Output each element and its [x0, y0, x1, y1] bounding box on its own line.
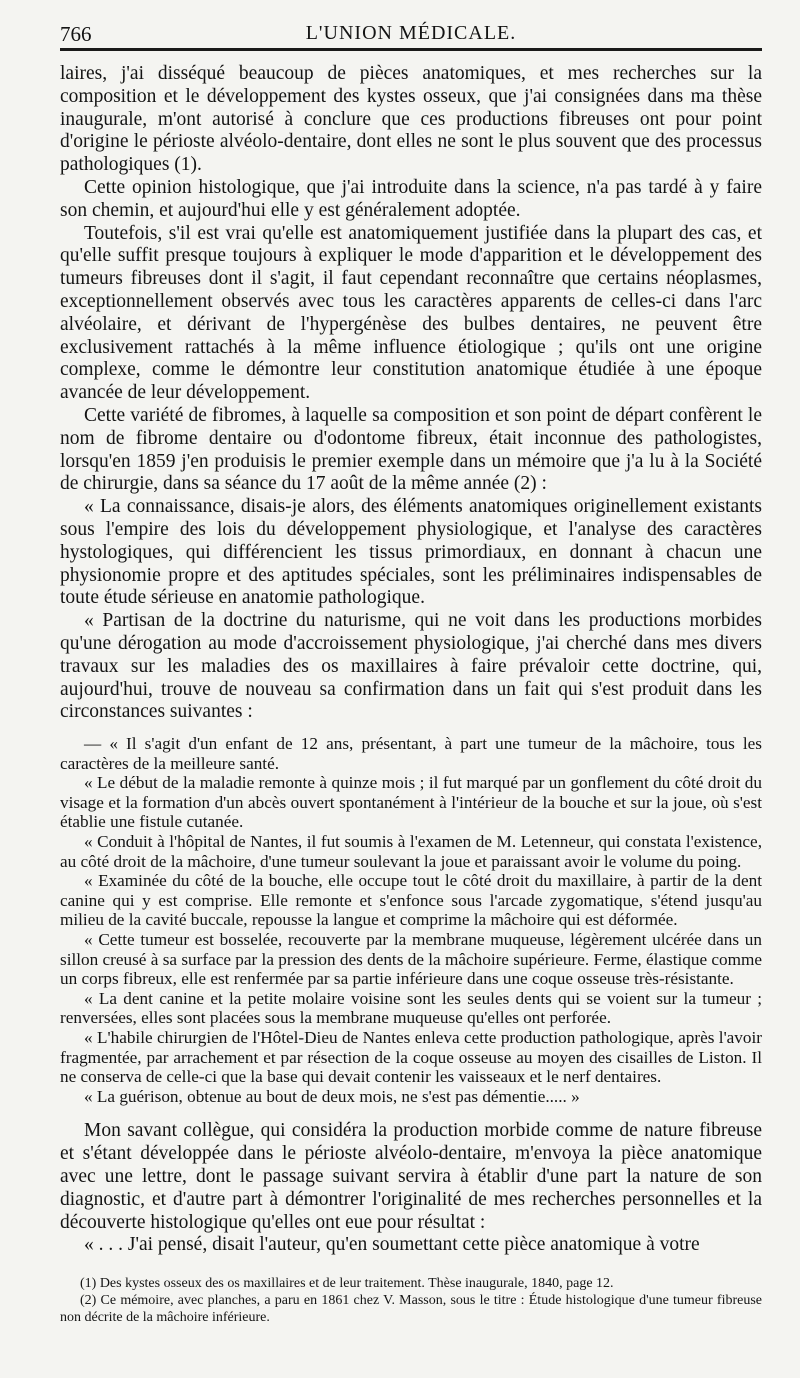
quoted-paragraph: « L'habile chirurgien de l'Hôtel-Dieu de Nantes enleva cette production pathologique, après l'avoir fragmentée, par arrachement et par résection de la coque osseuse au moyen des cisailles de Liston. Il ne conserva de celle-ci que la base qui devait contenir les vaisseaux et le nerf dentaires. — [60, 1028, 762, 1087]
quoted-case-report — [60, 734, 762, 1106]
paragraph: « Partisan de la doctrine du naturisme, qui ne voit dans les productions morbides qu'une dérogation au mode d'accroissement physiologique, j'ai cherché dans mes divers travaux sur les maladies des os maxillaires à faire prévaloir cette doctrine, qui, aujourd'hui, trouve de nouveau sa confirmation dans un fait qui s'est produit dans les circonstances suivantes : — [60, 610, 762, 723]
paragraph: laires, j'ai disséqué beaucoup de pièces anatomiques, et mes recherches sur la composition et le développement des kystes osseux, que j'ai consignées dans ma thèse inaugurale, m'ont autorisé à conclure que ces productions fibreuses ont pour point d'origine le périoste alvéolo-dentaire, dont elles ne sont le plus souvent que des processus pathologiques (1). — [60, 63, 762, 176]
footnotes — [60, 1275, 762, 1326]
quoted-paragraph: « La dent canine et la petite molaire voisine sont les seules dents qui se voient sur la tumeur ; renversées, elles sont placées sous la membrane muqueuse qu'elles ont perforée. — [60, 988, 762, 1028]
footnote: (2) Ce mémoire, avec planches, a paru en 1861 chez V. Masson, sous le titre : Étude histologique d'une tumeur fibreuse non décrite de la mâchoire inférieure. — [60, 1293, 762, 1326]
closing-text — [60, 1120, 762, 1257]
paragraph: « La connaissance, disais-je alors, des éléments anatomiques originellement existants sous l'empire des lois du développement physiologique, et l'analyse des caractères hystologiques, qui différencient les tissus primordiaux, en donnant à chacun une physionomie propre et des aptitudes spéciales, sont les préliminaires indispensables de toute étude sérieuse en anatomie pathologique. — [60, 496, 762, 609]
quoted-paragraph: « Le début de la maladie remonte à quinze mois ; il fut marqué par un gonflement du côté droit du visage et la formation d'un abcès ouvert spontanément à l'intérieur de la bouche et sur la joue, où s'est établie une fistule cutanée. — [60, 773, 762, 832]
paragraph: Mon savant collègue, qui considéra la production morbide comme de nature fibreuse et s'étant développée dans le périoste alvéolo-dentaire, m'envoya la pièce anatomique avec une lettre, dont le passage suivant servira à établir d'une part la nature de son diagnostic, et d'autre part à démontrer l'originalité de mes recherches personnelles et la découverte histologique qu'elles ont eue pour résultat : — [60, 1120, 762, 1233]
header-rule — [60, 48, 762, 51]
main-text — [60, 63, 762, 724]
paragraph: Cette variété de fibromes, à laquelle sa composition et son point de départ confèrent le nom de fibrome dentaire ou d'odontome fibreux, était inconnue des pathologistes, lorsqu'en 1859 j'en produisis le premier exemple dans un mémoire que j'a lu à la Société de chirurgie, dans sa séance du 17 août de la même année (2) : — [60, 404, 762, 495]
quoted-paragraph: « La guérison, obtenue au bout de deux mois, ne s'est pas démentie..... » — [84, 1086, 580, 1106]
quoted-paragraph: — « Il s'agit d'un enfant de 12 ans, présentant, à part une tumeur de la mâchoire, tous les caractères de la meilleure santé. — [60, 734, 762, 773]
paragraph: Toutefois, s'il est vrai qu'elle est anatomiquement justifiée dans la plupart des cas, et qu'elle suffit presque toujours à expliquer le mode d'apparition et le développement des tumeurs fibreuses dont il s'agit, il faut cependant reconnaître que certains néoplasmes, exceptionnellement observés avec tous les caractères apparents de celles-ci dans l'arc alvéolaire, et dérivant de l'hypergénèse des bulbes dentaires, ne peuvent être exclusivement rattachés à la même influence étiologique ; qu'ils ont une origine complexe, comme le démontre leur constitution anatomique étudiée à une époque avancée de leur développement. — [60, 222, 762, 404]
quoted-paragraph: « Examinée du côté de la bouche, elle occupe tout le côté droit du maxillaire, à partir de la dent canine qui y est comprise. Elle remonte et s'enfonce sous l'arcade zygomatique, s'étend jusqu'au milieu de la cavité buccale, repousse la langue et comprime la mâchoire qui est déformée. — [60, 871, 762, 930]
page-header — [60, 14, 762, 48]
quoted-paragraph: « Conduit à l'hôpital de Nantes, il fut soumis à l'examen de M. Letenneur, qui constata l'existence, au côté droit de la mâchoire, d'une tumeur soulevant la joue et paraissant avoir le volume du poing. — [60, 832, 762, 871]
paragraph: « . . . J'ai pensé, disait l'auteur, qu'en soumettant cette pièce anatomique à votre — [84, 1234, 700, 1256]
running-title: L'UNION MÉDICALE. — [305, 22, 517, 44]
page-number: 766 — [60, 22, 92, 46]
footnote: (1) Des kystes osseux des os maxillaires et de leur traitement. Thèse inaugurale, 1840, page 12. — [80, 1276, 614, 1292]
paragraph: Cette opinion histologique, que j'ai introduite dans la science, n'a pas tardé à y faire son chemin, et aujourd'hui elle y est généralement adoptée. — [60, 176, 762, 221]
quoted-paragraph: « Cette tumeur est bosselée, recouverte par la membrane muqueuse, légèrement ulcérée dans un sillon creusé à sa surface par la pression des dents de la mâchoire supérieure. Ferme, élastique comme un corps fibreux, elle est renfermée par sa partie inférieure dans une coque osseuse très-résistante. — [60, 930, 762, 989]
